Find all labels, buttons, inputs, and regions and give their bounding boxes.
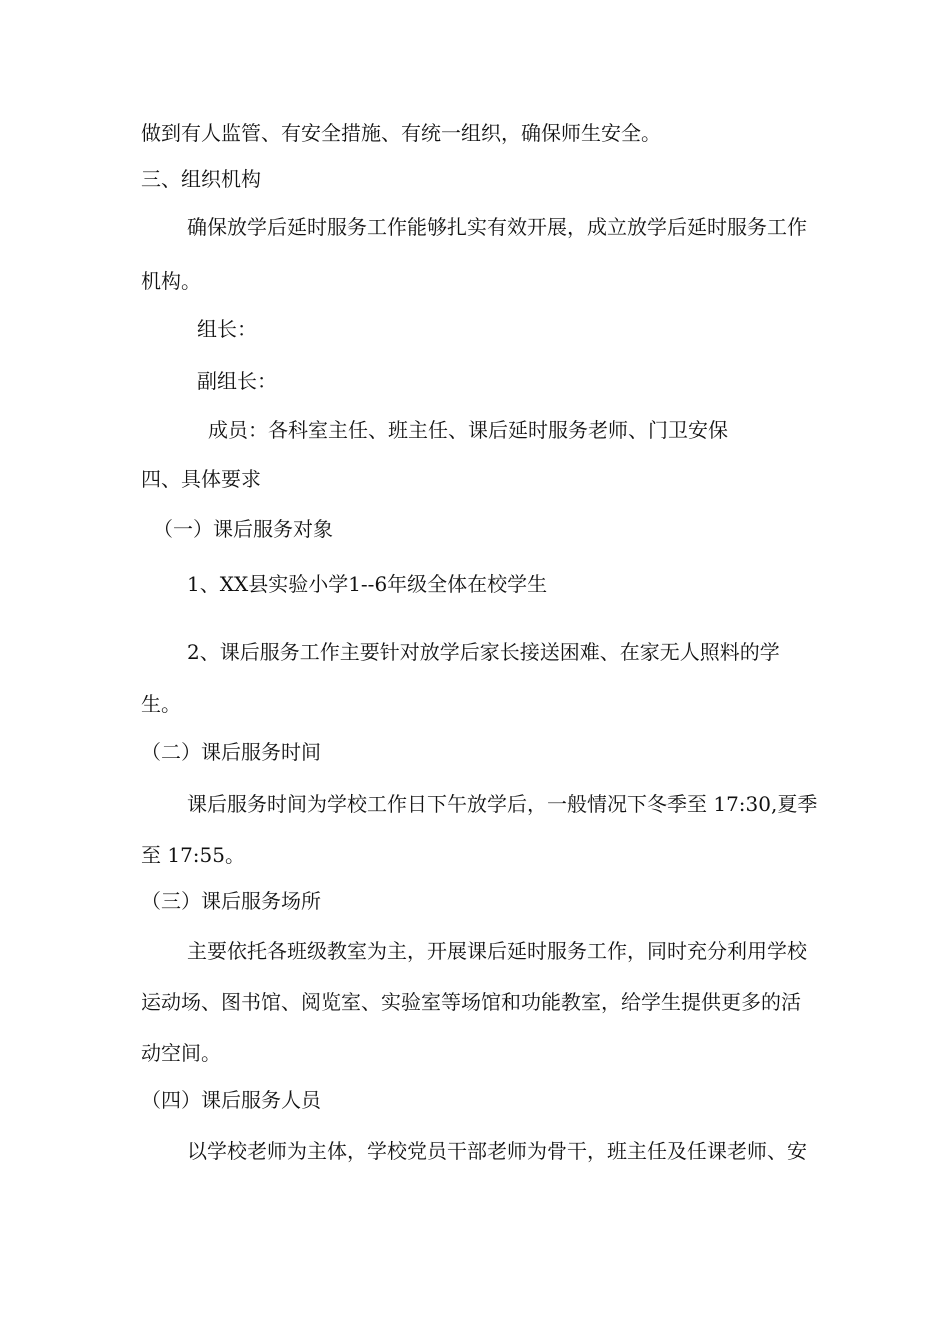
subheading-service-target: （一）课后服务对象 bbox=[153, 517, 333, 541]
text-line-group-leader: 组长： bbox=[197, 317, 257, 341]
text-line-place-2: 运动场、图书馆、阅览室、实验室等场馆和功能教室，给学生提供更多的活 bbox=[141, 990, 801, 1014]
section-heading-organization: 三、组织机构 bbox=[141, 167, 261, 191]
text-line-target-2-cont: 生。 bbox=[141, 692, 181, 716]
text-line-place-3: 动空间。 bbox=[141, 1041, 221, 1065]
text-line-target-1: 1、XX县实验小学1--6年级全体在校学生 bbox=[187, 572, 548, 596]
text-line-3: 机构。 bbox=[141, 269, 201, 293]
text-line-place-1: 主要依托各班级教室为主，开展课后延时服务工作，同时充分利用学校 bbox=[187, 939, 807, 963]
text-line-2: 确保放学后延时服务工作能够扎实有效开展，成立放学后延时服务工作 bbox=[187, 215, 807, 239]
subheading-service-place: （三）课后服务场所 bbox=[141, 889, 321, 913]
section-heading-requirements: 四、具体要求 bbox=[141, 467, 261, 491]
text-line-staff-1: 以学校老师为主体，学校党员干部老师为骨干，班主任及任课老师、安 bbox=[187, 1139, 807, 1163]
text-line-target-2: 2、课后服务工作主要针对放学后家长接送困难、在家无人照料的学 bbox=[187, 640, 780, 664]
text-line-time-2: 至 17:55。 bbox=[141, 843, 245, 867]
subheading-service-staff: （四）课后服务人员 bbox=[141, 1088, 321, 1112]
text-line-members: 成员：各科室主任、班主任、课后延时服务老师、门卫安保 bbox=[208, 418, 728, 442]
text-line-deputy-leader: 副组长： bbox=[197, 369, 277, 393]
text-line-1: 做到有人监管、有安全措施、有统一组织，确保师生安全。 bbox=[141, 121, 661, 145]
text-line-time-1: 课后服务时间为学校工作日下午放学后，一般情况下冬季至 17:30,夏季 bbox=[187, 792, 818, 816]
subheading-service-time: （二）课后服务时间 bbox=[141, 740, 321, 764]
